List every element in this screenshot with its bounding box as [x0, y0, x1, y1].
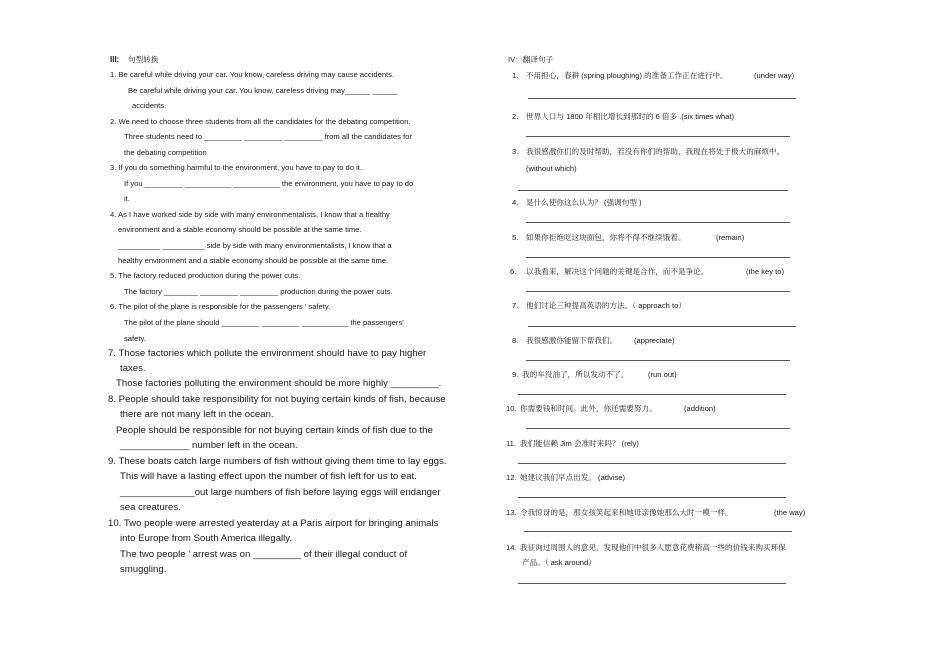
- q1-rewrite: Be careful while driving your car. You know, careless driving may______ ______: [128, 86, 398, 95]
- t13-text: 令我惊讶的是，那女孩笑起来和她母亲像她那么大时一模一样。: [520, 508, 733, 517]
- q7-original: 7. Those factories which pollute the environment should have to pay higher: [108, 348, 427, 359]
- t14-text: 我征询过周围人的意见，发现他们中很多人愿意花费稍高一些的价钱来购买环保: [520, 543, 786, 552]
- q10-original-cont: into Europe from South America illegally.: [120, 533, 293, 544]
- t1-text: 不用担心，春耕 (spring ploughing) 的准备工作正在进行中。: [526, 71, 728, 80]
- t3-text-cont: (without which): [526, 164, 577, 173]
- q2-rewrite-cont: the debating competition: [124, 148, 207, 157]
- t1-number: 1.: [512, 71, 519, 80]
- t5-answer-line: [526, 257, 790, 258]
- t2-answer-line: [526, 136, 790, 137]
- t14-text-cont: 产品。（ ask around）: [522, 558, 596, 567]
- section-3-title: 句型转换: [128, 55, 159, 64]
- q3-rewrite-cont: it.: [124, 194, 130, 203]
- t6-hint: (the key to): [746, 267, 784, 276]
- q4-rewrite-cont: healthy environment and a stable economy should be possible at the same time.: [118, 256, 389, 265]
- t12-answer-line: [518, 497, 786, 498]
- t10-hint: (addition): [684, 404, 716, 413]
- q5-rewrite: The factory ________ _________ _________ production during the power cuts.: [124, 287, 393, 296]
- t9-number: 9.: [512, 370, 519, 379]
- q9-rewrite: ______________out large numbers of fish before laying eggs will endanger: [120, 487, 441, 498]
- t10-number: 10.: [506, 404, 517, 413]
- t10-text: 你需要钱和时间。此外，你还需要努力。: [520, 404, 657, 413]
- t5-hint: (remain): [716, 233, 745, 242]
- q4-original: 4. As I have worked side by side with many environmentalists, I know that a healthy: [110, 210, 390, 219]
- t14-answer-line: [518, 583, 786, 584]
- t5-text: 如果你拒绝吃这块面包，你将不得不继续饿着。: [526, 233, 686, 242]
- q9-original-cont: This will have a lasting effect upon the number of fish left for us to eat.: [120, 471, 417, 482]
- t9-answer-line: [518, 394, 786, 395]
- t3-text: 我很感激你们的及时帮助，若没有你们的帮助，我现在将处于极大的麻烦中。: [526, 147, 785, 156]
- q1-original: 1. Be careful while driving your car. You know, careless driving may cause accidents.: [110, 70, 395, 79]
- q1-rewrite-cont: accidents.: [132, 101, 167, 110]
- t12-text: 她建议我们早点出发。 (advise): [520, 473, 626, 482]
- q10-rewrite: The two people ’ arrest was on _________ of their illegal conduct of: [120, 549, 408, 560]
- t2-number: 2.: [512, 112, 519, 121]
- t6-answer-line: [526, 291, 790, 292]
- q7-original-cont: taxes.: [120, 363, 146, 374]
- t5-number: 5.: [512, 233, 519, 242]
- q9-original: 9. These boats catch large numbers of fish without giving them time to lay eggs.: [108, 456, 447, 467]
- t6-text: .以我看来，解决这个问题的关键是合作，而不是争论。: [524, 267, 709, 276]
- t6-number: 6.: [510, 267, 517, 276]
- t8-hint: (appreciate): [634, 336, 675, 345]
- q10-rewrite-cont: smuggling.: [120, 564, 167, 575]
- t1-answer-line: [528, 98, 796, 99]
- t8-answer-line: [526, 360, 790, 361]
- q4-original-cont: environment and a stable economy should be possible at the same time.: [118, 225, 362, 234]
- t4-text: 是什么使你这么认为？ (强调句型 ): [526, 198, 642, 207]
- t2-text: 世界人口与 1800 年相比增长到那时的 6 倍多 .(six times what): [526, 112, 735, 121]
- q8-original: 8. People should take responsibility for not buying certain kinds of fish, because: [108, 394, 446, 405]
- t4-answer-line: [526, 222, 790, 223]
- q7-rewrite: Those factories polluting the environment should be more highly _________.: [116, 378, 442, 389]
- t8-text: 我很感激你能留下帮我们。: [526, 336, 618, 345]
- section-4-title: IV：翻译句子: [508, 55, 554, 64]
- q6-original: 6. The pilot of the plane is responsible for the passengers ’ safety.: [110, 302, 331, 311]
- q9-rewrite-cont: sea creatures.: [120, 502, 181, 513]
- t11-text: 我们能信赖 Jim 会准时来吗？ (rely): [520, 439, 639, 448]
- t13-hint: (the way): [774, 508, 806, 517]
- t7-answer-line: [528, 326, 796, 327]
- t8-number: 8.: [512, 336, 519, 345]
- section-3-number: III:: [110, 55, 120, 64]
- t7-number: 7.: [512, 301, 519, 310]
- q5-original: 5. The factory reduced production during the power cuts.: [110, 271, 301, 280]
- q8-rewrite-cont: _____________ number left in the ocean.: [120, 440, 298, 451]
- t3-number: 3.: [512, 147, 519, 156]
- t1-hint: (under way): [754, 71, 795, 80]
- t10-answer-line: [526, 428, 790, 429]
- q2-original: 2. We need to choose three students from all the candidates for the debating competition.: [110, 117, 411, 126]
- q6-rewrite-cont: safety.: [124, 334, 146, 343]
- t13-number: 13.: [506, 508, 517, 517]
- q4-rewrite: __________ __________ side by side with many environmentalists, I know that a: [118, 241, 392, 250]
- t9-hint: (run out): [648, 370, 677, 379]
- q6-rewrite: The pilot of the plane should _________ _________ ___________ the passengers': [124, 318, 404, 327]
- t7-text: 他们讨论三种提高英语的方法。（ approach to）: [526, 301, 686, 310]
- q3-original: 3. If you do something harmful to the environment, you have to pay to do it..: [110, 163, 365, 172]
- t9-text: 我的车没油了，所以发动不了。: [522, 370, 629, 379]
- q3-rewrite: If you _________ ___________ ___________ the environment, you have to pay to do: [124, 179, 414, 188]
- t14-number: 14.: [506, 543, 517, 552]
- t11-number: 11.: [506, 439, 516, 448]
- q8-rewrite: People should be responsible for not buying certain kinds of fish due to the: [116, 425, 433, 436]
- q2-rewrite: Three students need to _________ _________ _________ from all the candidates for: [124, 132, 412, 141]
- q10-original: 10. Two people were arrested yeaterday at a Paris airport for bringing animals: [108, 518, 439, 529]
- t13-answer-line: [524, 531, 792, 532]
- t3-answer-line: [518, 190, 788, 191]
- t12-number: 12.: [506, 473, 517, 482]
- t4-number: 4.: [512, 198, 519, 207]
- q8-original-cont: there are not many left in the ocean.: [120, 409, 274, 420]
- t11-answer-line: [518, 463, 786, 464]
